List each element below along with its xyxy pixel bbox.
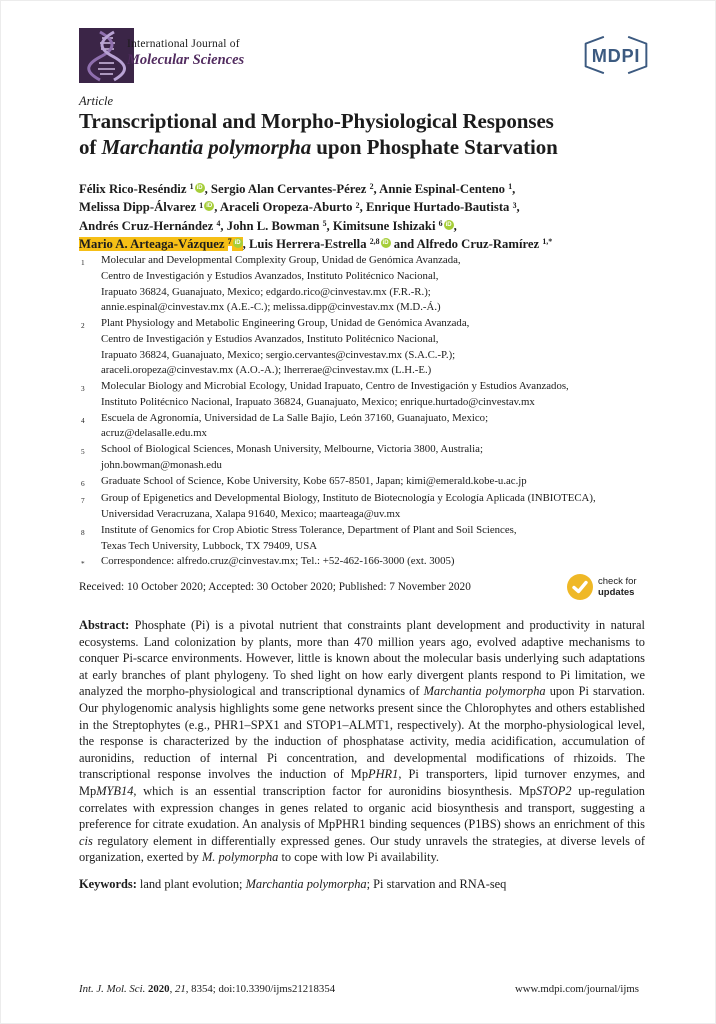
affiliation-item — [81, 523, 663, 555]
affiliation-marker: 3 — [81, 384, 85, 393]
author-list — [79, 181, 647, 254]
orcid-icon[interactable]: iD — [206, 203, 213, 210]
author-line: Mario A. Arteaga-Vázquez $^7$ iD , Luis Herrera-Estrella $^{2,8}$ iD and Alfredo Cruz-Ramírez $^{1,*}$ — [79, 236, 553, 251]
article-title: Transcriptional and Morpho-Physiological Responses of Marchantia polymorpha upon Phosphate Starvation — [79, 109, 558, 159]
orcid-icon[interactable]: iD — [382, 239, 389, 246]
affiliation-text: Escuela de Agronomía, Universidad de La Salle Bajío, León 37160, Guanajuato, Mexico; acruz@delasalle.edu.mx — [101, 411, 489, 440]
badge-line1: check for — [598, 576, 637, 587]
mdpi-hexagon-icon — [578, 33, 654, 77]
affiliation-item — [81, 379, 663, 411]
author-line: Andrés Cruz-Hernández $^4$, John L. Bowman $^5$, Kimitsune Ishizaki $^6$ iD , — [79, 218, 457, 233]
affiliation-text: Graduate School of Science, Kobe University, Kobe 657-8501, Japan; kimi@emerald.kobe-u.ac.jp — [101, 474, 527, 487]
citation-line: Int. J. Mol. Sci. 2020, 21, 8354; doi:10.3390/ijms21218354 — [79, 983, 336, 995]
badge-line2: updates — [598, 587, 635, 598]
orcid-icon[interactable]: iD — [234, 239, 241, 246]
journal-name-line1: International Journal of — [127, 38, 240, 50]
affiliation-marker: 4 — [81, 415, 85, 425]
orcid-icon[interactable]: iD — [445, 221, 452, 228]
check-for-updates-badge[interactable] — [567, 574, 637, 600]
affiliations-list — [81, 253, 663, 572]
affiliation-marker: 2 — [81, 321, 85, 330]
affiliation-item — [81, 442, 663, 474]
affiliation-marker: 7 — [81, 496, 85, 506]
journal-url[interactable]: www.mdpi.com/journal/ijms — [514, 983, 639, 995]
affiliation-text: School of Biological Sciences, Monash University, Melbourne, Victoria 3800, Australia; john.bowman@monash.edu — [101, 443, 483, 471]
affiliation-text: Institute of Genomics for Crop Abiotic Stress Tolerance, Department of Plant and Soil Sciences, Texas Tech University, Lubbock, TX 79409, USA — [101, 523, 517, 552]
author-line: Félix Rico-Reséndiz $^1$ iD , Sergio Alan Cervantes-Pérez $^2$, Annie Espinal-Centeno $^1$, — [79, 182, 516, 196]
affiliation-item — [81, 253, 663, 316]
affiliation-marker: 6 — [81, 478, 85, 488]
affiliation-item — [81, 554, 663, 572]
crossmark-check-icon — [567, 574, 593, 600]
dates-line: Received: 10 October 2020; Accepted: 30 October 2020; Published: 7 November 2020 — [79, 581, 471, 593]
affiliation-marker: * — [81, 559, 85, 569]
affiliation-marker: 5 — [81, 447, 85, 456]
affiliation-text: Molecular Biology and Microbial Ecology, Unidad Irapuato, Centro de Investigación y Estudios Avanzados, Instituto Politécnico Nacional, Irapuato 36824, Guanajuato, Mexico; enrique.hurtado@cinvestav.mx — [101, 380, 569, 408]
affiliation-text: Molecular and Developmental Complexity Group, Unidad de Genómica Avanzada, Centro de Investigación y Estudios Avanzados, Instituto Politécnico Nacional, Irapuato 36824, Guanajuato, Mexico; edgardo.rico@cinvestav.mx (F.R.-R.); annie.espinal@cinvestav.mx (A.E.-C.); melissa.dipp@cinvestav.mx (M.D.-Á.) — [101, 254, 461, 314]
affiliation-text: Plant Physiology and Metabolic Engineering Group, Unidad de Genómica Avanzada, Centro de Investigación y Estudios Avanzados, Instituto Politécnico Nacional, Irapuato 36824, Guanajuato, Mexico; sergio.cervantes@cinvestav.mx (S.A.C.-P.); araceli.oropeza@cinvestav.mx (A.O.-A.); lherrerae@cinvestav.mx (L.H.-E.) — [101, 317, 470, 377]
mdpi-wordmark: MDPI — [591, 45, 641, 66]
abstract-paragraph: Abstract: Phosphate (Pi) is a pivotal nutrient that constraints plant development and productivity in natural ecosystems. Land colonization by plants, more than 470 million years ago, evolved adaptive mechanisms to conquer Pi-scarce environments. However, little is known about the molecular basis underlying such adaptations at early branches of plant phylogeny. To shed light on how early divergent plants respond to Pi limitation, we analyzed the morpho-physiological and transcriptional dynamics of Marchantia polymorpha upon Pi starvation. Our phylogenomic analysis highlights some gene networks present since the Chlorophytes and others established in the Streptophytes (e.g., PHR1–SPX1 and STOP1–ALMT1, respectively). At the morpho-physiological level, the response is characterized by the induction of phosphatase activity, media acidification, accumulation of auronidins, reduction of internal Pi concentration, and developmental modifications of rhizoids. The transcriptional response involves the induction of MpPHR1, Pi transporters, lipid turnover enzymes, and MpMYB14, which is an essential transcription factor for auronidins biosynthesis. MpSTOP2 up-regulation correlates with expression changes in genes related to organic acid biosynthesis and transport, suggesting a preference for citrate exudation. An analysis of MpPHR1 binding sequences (P1BS) shows an enrichment of this cis regulatory element in differentially expressed genes. Our study unravels the strategies, at diverse levels of organization, exerted by M. polymorpha to cope with low Pi availability. — [79, 618, 645, 865]
journal-logo — [79, 28, 134, 83]
dna-helix-icon — [79, 28, 134, 83]
journal-name — [127, 38, 244, 69]
badge-text — [598, 576, 637, 598]
affiliation-item — [81, 474, 663, 492]
mdpi-logo — [578, 33, 654, 77]
affiliation-text: Group of Epigenetics and Developmental Biology, Instituto de Biotecnología y Ecología Aplicada (INBIOTECA), Universidad Veracruzana, Xalapa 91640, Mexico; maarteaga@uv.mx — [101, 492, 596, 520]
affiliation-item — [81, 411, 663, 443]
footer — [79, 983, 639, 995]
affiliation-item — [81, 316, 663, 379]
article-type-label: Article — [79, 94, 114, 108]
journal-name-line2: Molecular Sciences — [127, 52, 245, 68]
author-line: Melissa Dipp-Álvarez $^1$ iD , Araceli Oropeza-Aburto $^2$, Enrique Hurtado-Bautista $^3$, — [79, 200, 520, 215]
affiliation-item — [81, 491, 663, 523]
affiliation-marker: 8 — [81, 527, 85, 537]
orcid-icon[interactable]: iD — [196, 185, 203, 191]
affiliation-text: Correspondence: alfredo.cruz@cinvestav.mx; Tel.: +52-462-166-3000 (ext. 3005) — [101, 555, 455, 568]
keywords-line: Keywords: land plant evolution; Marchantia polymorpha; Pi starvation and RNA-seq — [79, 877, 507, 891]
affiliation-marker: 1 — [81, 258, 85, 267]
